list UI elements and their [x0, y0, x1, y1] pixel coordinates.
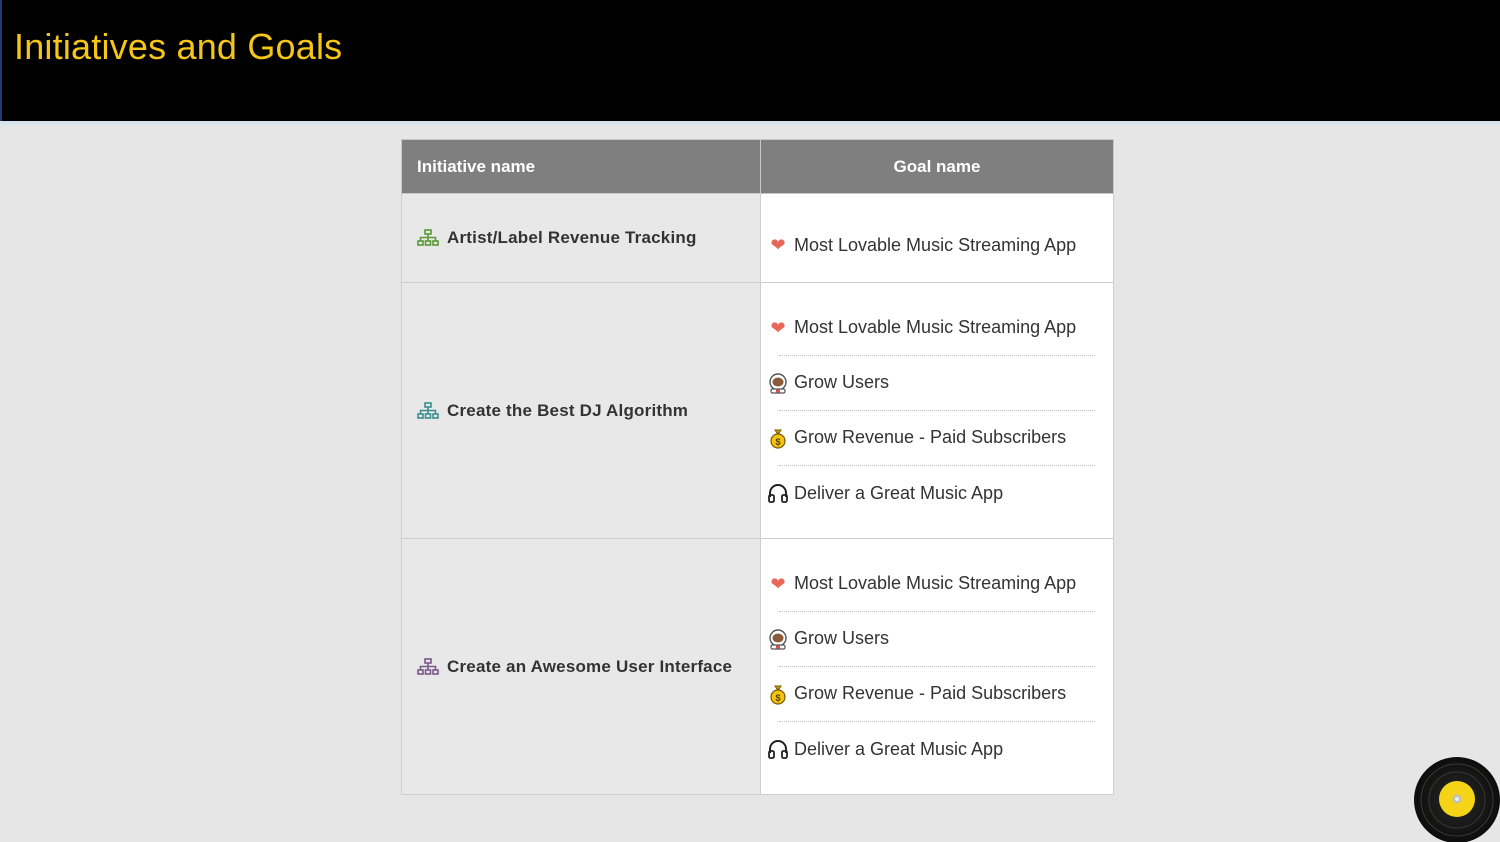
- header-divider: [0, 121, 1500, 127]
- goal-list: [767, 557, 1095, 777]
- moneybag-icon: [767, 427, 789, 449]
- goal-name: Most Lovable Music Streaming App: [794, 234, 1077, 255]
- hierarchy-icon: [417, 229, 439, 247]
- goal-name: Grow Revenue - Paid Subscribers: [794, 427, 1067, 447]
- heart-icon: ❤: [770, 573, 786, 594]
- hierarchy-icon: [417, 402, 439, 420]
- moneybag-icon: [767, 683, 789, 705]
- table-row: [402, 194, 1114, 283]
- goal-cell: [761, 194, 1114, 283]
- astronaut-icon: [767, 628, 789, 650]
- goal-item[interactable]: [779, 612, 1095, 667]
- goal-list: [767, 301, 1095, 521]
- initiatives-goals-table: [401, 139, 1114, 795]
- table-row: [402, 283, 1114, 539]
- goal-name: Grow Revenue - Paid Subscribers: [794, 683, 1067, 703]
- heart-icon: ❤: [770, 235, 786, 255]
- svg-text:$: $: [775, 692, 781, 703]
- goal-item[interactable]: [779, 466, 1095, 521]
- goal-item[interactable]: [779, 722, 1095, 777]
- goal-item[interactable]: [775, 411, 1095, 466]
- goal-item[interactable]: [770, 301, 1095, 356]
- goal-name: Most Lovable Music Streaming App: [794, 317, 1077, 337]
- initiative-cell: [402, 194, 761, 283]
- page-title: Initiatives and Goals: [14, 26, 343, 67]
- goal-name: Most Lovable Music Streaming App: [794, 573, 1077, 593]
- table-header-row: [402, 140, 1114, 194]
- initiative-name: Create the Best DJ Algorithm: [447, 400, 689, 420]
- column-header-initiative[interactable]: Initiative name: [402, 140, 761, 194]
- header-bar: [0, 0, 1500, 121]
- column-header-goal[interactable]: Goal name: [761, 140, 1114, 194]
- goal-name: Grow Users: [794, 372, 890, 392]
- initiative-link[interactable]: [417, 657, 760, 677]
- initiative-name: Create an Awesome User Interface: [447, 656, 733, 676]
- goal-name: Deliver a Great Music App: [794, 482, 1004, 503]
- initiative-name: Artist/Label Revenue Tracking: [447, 228, 697, 247]
- heart-icon: ❤: [770, 317, 786, 338]
- goal-name: Deliver a Great Music App: [794, 738, 1004, 759]
- astronaut-icon: [767, 372, 789, 394]
- initiative-cell: [402, 283, 761, 539]
- initiative-cell: [402, 539, 761, 795]
- table-row: [402, 539, 1114, 795]
- headphones-icon: [767, 482, 789, 504]
- goal-cell: [761, 283, 1114, 539]
- goal-cell: [761, 539, 1114, 795]
- goal-item[interactable]: [770, 211, 1095, 266]
- vinyl-record-icon[interactable]: [1414, 757, 1500, 842]
- initiative-link[interactable]: [417, 228, 760, 248]
- svg-text:$: $: [775, 436, 781, 447]
- headphones-icon: [767, 738, 789, 760]
- hierarchy-icon: [417, 658, 439, 676]
- goal-item[interactable]: [779, 356, 1095, 411]
- goal-item[interactable]: [775, 667, 1095, 722]
- goal-list: [767, 211, 1095, 266]
- goal-item[interactable]: [770, 557, 1095, 612]
- goal-name: Grow Users: [794, 628, 890, 648]
- initiative-link[interactable]: [417, 401, 760, 421]
